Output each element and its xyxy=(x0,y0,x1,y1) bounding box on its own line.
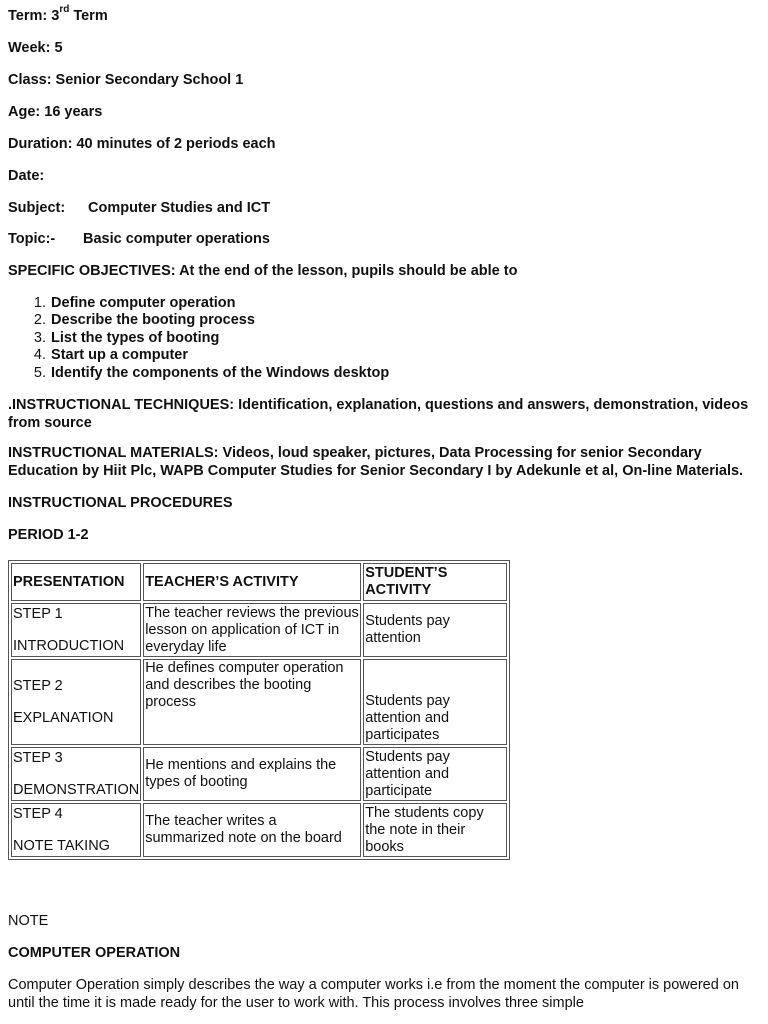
topic-value: Basic computer operations xyxy=(83,231,270,247)
phase-label: INTRODUCTION xyxy=(13,637,125,654)
table-cell-student: Students pay attention and participate xyxy=(363,747,507,801)
table-row xyxy=(11,659,507,745)
note-heading: COMPUTER OPERATION xyxy=(8,945,181,961)
week-line: Week: 5 xyxy=(8,40,63,56)
list-item xyxy=(8,295,389,312)
list-text: Identify the components of the Windows desktop xyxy=(51,364,390,381)
list-number: 5. xyxy=(33,364,46,381)
topic-line xyxy=(8,231,270,249)
table-header-student: STUDENT’S ACTIVITY xyxy=(363,563,507,601)
phase-label: NOTE TAKING xyxy=(13,837,110,854)
list-text: Define computer operation xyxy=(51,295,236,311)
step-label: STEP 2 xyxy=(13,677,63,694)
list-number: 1. xyxy=(33,295,46,311)
procedures-heading: INSTRUCTIONAL PROCEDURES xyxy=(8,495,233,511)
subject-line xyxy=(8,200,270,218)
table-cell-student: Students pay attention and participates xyxy=(363,659,507,745)
table-header-row xyxy=(11,563,507,601)
term-suffix: Term xyxy=(69,8,108,24)
table-row xyxy=(11,603,507,657)
table-cell-student: Students pay attention xyxy=(363,603,507,657)
table-cell-presentation xyxy=(11,747,141,801)
list-text: List the types of booting xyxy=(51,329,220,346)
duration-line: Duration: 40 minutes of 2 periods each xyxy=(8,136,276,152)
list-text: Describe the booting process xyxy=(51,312,255,329)
phase-label: EXPLANATION xyxy=(13,709,114,726)
list-number: 2. xyxy=(33,312,46,329)
step-label: STEP 1 xyxy=(13,605,63,622)
list-item xyxy=(8,330,389,347)
materials-paragraph: INSTRUCTIONAL MATERIALS: Videos, loud speaker, pictures, Data Processing for senior Secondary Education by Hiit Plc, WAPB Computer Studies for Senior Secondary I by Adekunle et al, On-line Materials. xyxy=(8,445,744,479)
lesson-table xyxy=(8,560,510,860)
table-header-presentation: PRESENTATION xyxy=(11,563,141,601)
step-label: STEP 4 xyxy=(13,805,63,822)
period-heading: PERIOD 1-2 xyxy=(8,527,89,543)
table-cell-teacher: The teacher writes a summarized note on the board xyxy=(143,803,361,857)
class-line: Class: Senior Secondary School 1 xyxy=(8,72,244,88)
table-cell-presentation xyxy=(11,659,141,745)
table-header-teacher: TEACHER’S ACTIVITY xyxy=(143,563,361,601)
objectives-heading: SPECIFIC OBJECTIVES: At the end of the lesson, pupils should be able to xyxy=(8,263,518,279)
topic-label: Topic:- xyxy=(8,231,56,247)
table-cell-student: The students copy the note in their books xyxy=(363,803,507,857)
date-line: Date: xyxy=(8,168,45,184)
list-item xyxy=(8,347,389,364)
subject-value: Computer Studies and ICT xyxy=(88,200,271,216)
note-label: NOTE xyxy=(8,913,49,929)
term-line xyxy=(8,4,108,26)
phase-label: DEMONSTRATION xyxy=(13,781,140,798)
table-row xyxy=(11,803,507,857)
table-row xyxy=(11,747,507,801)
term-sup: rd xyxy=(59,4,70,16)
list-number: 3. xyxy=(33,329,46,346)
note-body: Computer Operation simply describes the way a computer works i.e from the moment the computer is powered on until the time it is made ready for the user to work with. This process involves three simple xyxy=(8,977,739,1011)
list-text: Start up a computer xyxy=(51,347,188,364)
subject-label: Subject: xyxy=(8,200,66,216)
table-cell-presentation xyxy=(11,603,141,657)
table-cell-teacher: He defines computer operation and describes the booting process xyxy=(143,659,361,745)
step-label: STEP 3 xyxy=(13,749,63,766)
list-number: 4. xyxy=(33,347,46,364)
age-line: Age: 16 years xyxy=(8,104,103,120)
list-item xyxy=(8,312,389,329)
table-cell-presentation xyxy=(11,803,141,857)
table-cell-teacher: He mentions and explains the types of booting xyxy=(143,747,361,801)
list-item xyxy=(8,365,389,382)
table-cell-teacher: The teacher reviews the previous lesson on application of ICT in everyday life xyxy=(143,603,361,657)
objectives-list xyxy=(8,295,389,382)
term-label: Term: 3 xyxy=(8,8,60,24)
techniques-paragraph: .INSTRUCTIONAL TECHNIQUES: Identification, explanation, questions and answers, demonstration, videos from source xyxy=(8,397,749,431)
